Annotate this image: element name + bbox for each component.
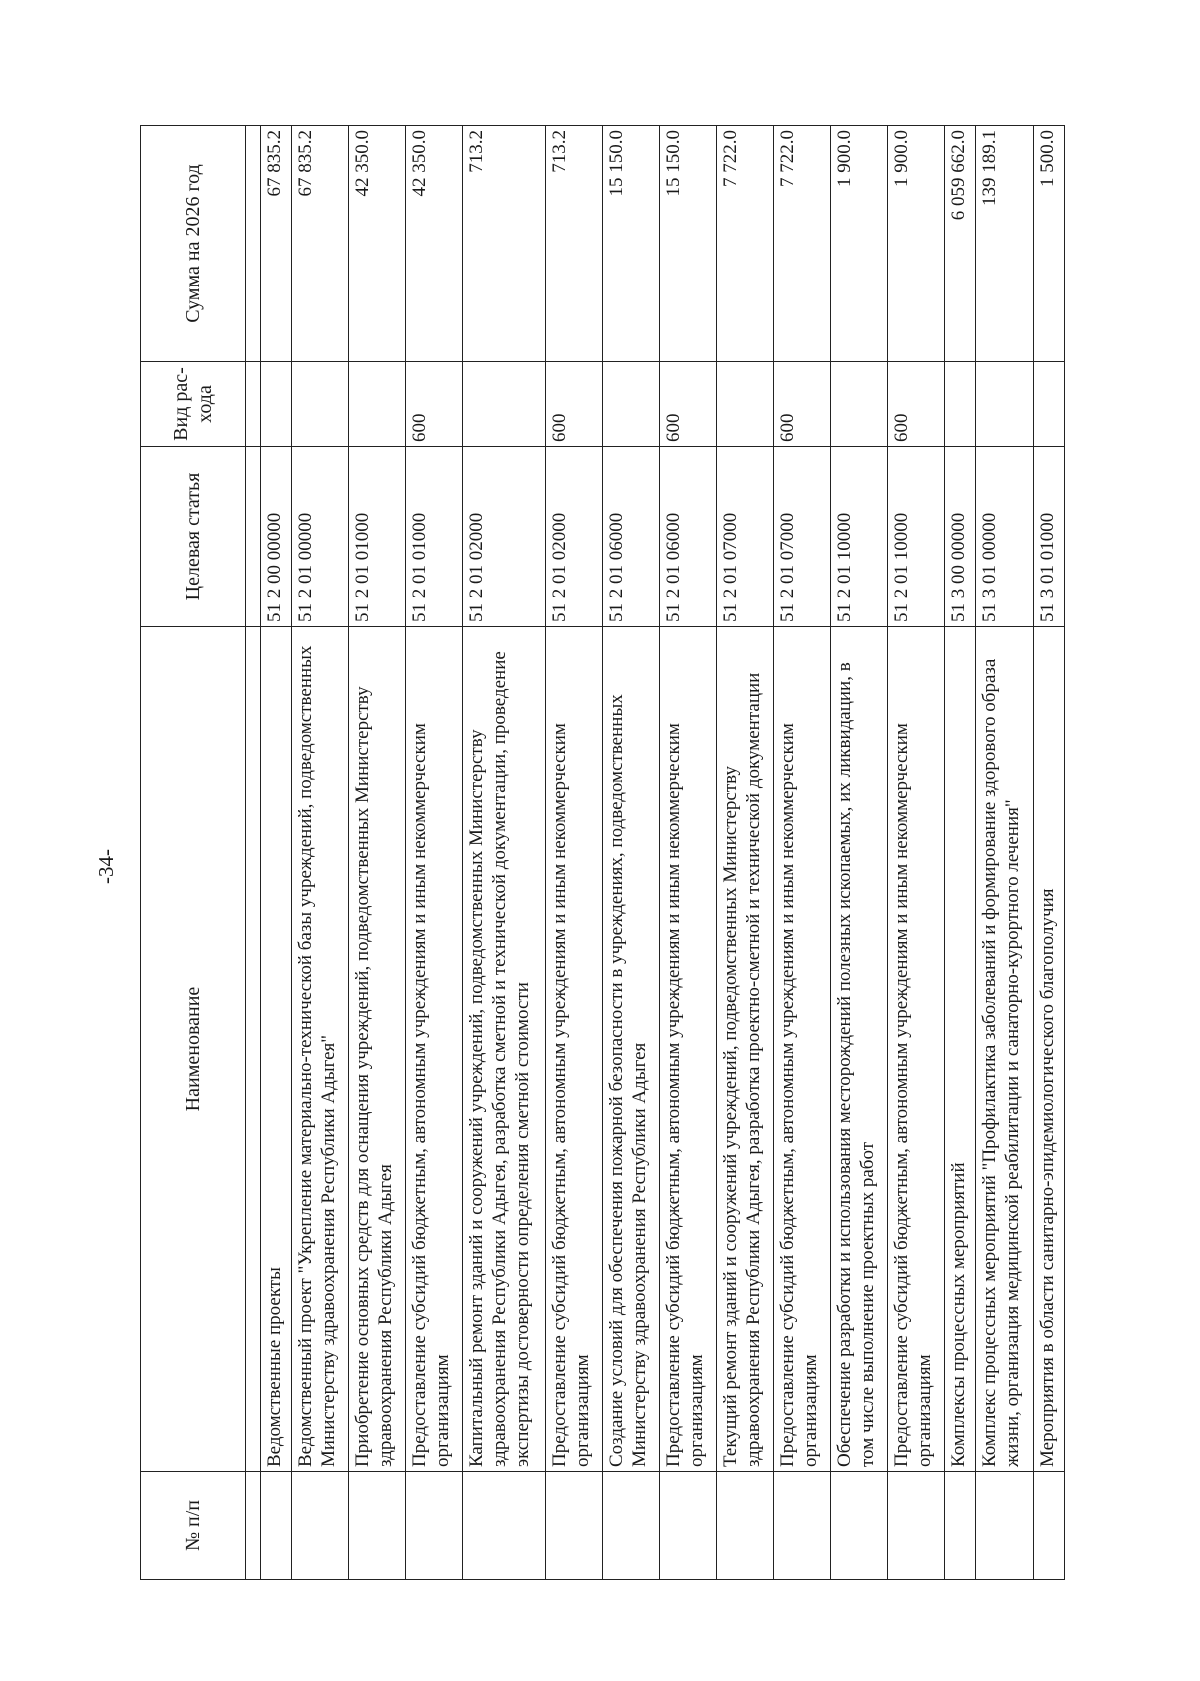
cell-kind: 600 [888, 362, 945, 447]
cell-num [831, 1472, 888, 1580]
cell-target: 51 2 01 02000 [546, 447, 603, 627]
cell-name: Комплекс процессных мероприятий "Профилактика заболеваний и формирование здорового образа жизни, организация медицинской реабилитации и санаторно-курортного лечения" [976, 627, 1033, 1472]
cell-sum: 67 835.2 [261, 126, 292, 362]
cell-sum: 6 059 662.0 [945, 126, 976, 362]
cell-sum: 1 900.0 [831, 126, 888, 362]
cell-name: Создание условий для обеспечения пожарной безопасности в учреждениях, подведомственных Министерству здравоохранения Республики Адыгея [603, 627, 660, 1472]
table-row [463, 126, 546, 1580]
cell-name: Комплексы процессных мероприятий [945, 627, 976, 1472]
cell-target: 51 2 01 01000 [406, 447, 463, 627]
cell-name: Предоставление субсидий бюджетным, автономным учреждениям и иным некоммерческим организациям [546, 627, 603, 1472]
cell-name: Капитальный ремонт зданий и сооружений учреждений, подведомственных Министерству здравоохранения Республики Адыгея, разработка сметной и технической документации, проведение экспертизы достоверности определения сметной стоимости [463, 627, 546, 1472]
spacer-cell [246, 627, 261, 1472]
table-row [660, 126, 717, 1580]
table-header-row [141, 126, 246, 1580]
cell-target: 51 2 01 02000 [463, 447, 546, 627]
cell-kind: 600 [406, 362, 463, 447]
cell-num [774, 1472, 831, 1580]
cell-kind [349, 362, 406, 447]
cell-num [888, 1472, 945, 1580]
budget-table [140, 125, 1065, 1580]
table-row [717, 126, 774, 1580]
cell-kind: 600 [546, 362, 603, 447]
cell-kind [717, 362, 774, 447]
cell-name: Предоставление субсидий бюджетным, автономным учреждениям и иным некоммерческим организациям [660, 627, 717, 1472]
cell-name: Предоставление субсидий бюджетным, автономным учреждениям и иным некоммерческим организациям [888, 627, 945, 1472]
cell-kind: 600 [660, 362, 717, 447]
cell-sum: 1 500.0 [1033, 126, 1065, 362]
table-row [349, 126, 406, 1580]
table-row [976, 126, 1033, 1580]
cell-name: Ведомственные проекты [261, 627, 292, 1472]
cell-kind [976, 362, 1033, 447]
cell-num [603, 1472, 660, 1580]
cell-sum: 15 150.0 [660, 126, 717, 362]
cell-num [292, 1472, 349, 1580]
cell-name: Предоставление субсидий бюджетным, автономным учреждениям и иным некоммерческим организациям [774, 627, 831, 1472]
header-target: Целевая статья [141, 447, 246, 627]
cell-target: 51 2 01 07000 [774, 447, 831, 627]
table-row [888, 126, 945, 1580]
cell-sum: 1 900.0 [888, 126, 945, 362]
table-row [603, 126, 660, 1580]
table-row [261, 126, 292, 1580]
cell-name: Обеспечение разработки и использования месторождений полезных ископаемых, их ликвидации, в том числе выполнение проектных работ [831, 627, 888, 1472]
cell-target: 51 2 00 00000 [261, 447, 292, 627]
cell-num [261, 1472, 292, 1580]
cell-sum: 713.2 [463, 126, 546, 362]
cell-kind: 600 [774, 362, 831, 447]
table-row [406, 126, 463, 1580]
cell-kind [831, 362, 888, 447]
table-row [292, 126, 349, 1580]
cell-target: 51 2 01 07000 [717, 447, 774, 627]
cell-target: 51 3 00 00000 [945, 447, 976, 627]
cell-sum: 42 350.0 [349, 126, 406, 362]
cell-sum: 713.2 [546, 126, 603, 362]
cell-target: 51 2 01 00000 [292, 447, 349, 627]
table-row [546, 126, 603, 1580]
table-row [945, 126, 976, 1580]
cell-num [976, 1472, 1033, 1580]
cell-sum: 42 350.0 [406, 126, 463, 362]
cell-name: Приобретение основных средств для оснащения учреждений, подведомственных Министерству здравоохранения Республики Адыгея [349, 627, 406, 1472]
cell-name: Ведомственный проект "Укрепление материально-технической базы учреждений, подведомственных Министерству здравоохранения Республики Адыгея" [292, 627, 349, 1472]
page-number: -34- [94, 849, 118, 884]
cell-num [349, 1472, 406, 1580]
cell-num [660, 1472, 717, 1580]
cell-name: Мероприятия в области санитарно-эпидемиологического благополучия [1033, 627, 1065, 1472]
header-name: Наименование [141, 627, 246, 1472]
cell-target: 51 3 01 00000 [976, 447, 1033, 627]
header-num: № п/п [141, 1472, 246, 1580]
cell-num [717, 1472, 774, 1580]
spacer-cell [246, 362, 261, 447]
cell-target: 51 2 01 10000 [888, 447, 945, 627]
cell-num [546, 1472, 603, 1580]
cell-kind [603, 362, 660, 447]
cell-sum: 67 835.2 [292, 126, 349, 362]
cell-sum: 7 722.0 [717, 126, 774, 362]
cell-kind [463, 362, 546, 447]
cell-kind [1033, 362, 1065, 447]
cell-target: 51 2 01 06000 [660, 447, 717, 627]
spacer-cell [246, 447, 261, 627]
cell-name: Текущий ремонт зданий и сооружений учреждений, подведомственных Министерству здравоохранения Республики Адыгея, разработка проектно-сметной и технической документации [717, 627, 774, 1472]
cell-sum: 15 150.0 [603, 126, 660, 362]
cell-kind [945, 362, 976, 447]
cell-target: 51 3 01 01000 [1033, 447, 1065, 627]
cell-target: 51 2 01 01000 [349, 447, 406, 627]
cell-kind [292, 362, 349, 447]
header-kind: Вид рас-хода [141, 362, 246, 447]
cell-num [406, 1472, 463, 1580]
cell-num [1033, 1472, 1065, 1580]
cell-sum: 7 722.0 [774, 126, 831, 362]
header-sum: Сумма на 2026 год [141, 126, 246, 362]
cell-target: 51 2 01 10000 [831, 447, 888, 627]
cell-sum: 139 189.1 [976, 126, 1033, 362]
table-spacer-row [246, 126, 261, 1580]
table-row [1033, 126, 1065, 1580]
cell-num [463, 1472, 546, 1580]
spacer-cell [246, 126, 261, 362]
table-row [831, 126, 888, 1580]
table-row [774, 126, 831, 1580]
spacer-cell [246, 1472, 261, 1580]
cell-kind [261, 362, 292, 447]
cell-num [945, 1472, 976, 1580]
cell-name: Предоставление субсидий бюджетным, автономным учреждениям и иным некоммерческим организациям [406, 627, 463, 1472]
budget-table-rotated [140, 126, 1065, 1580]
cell-target: 51 2 01 06000 [603, 447, 660, 627]
